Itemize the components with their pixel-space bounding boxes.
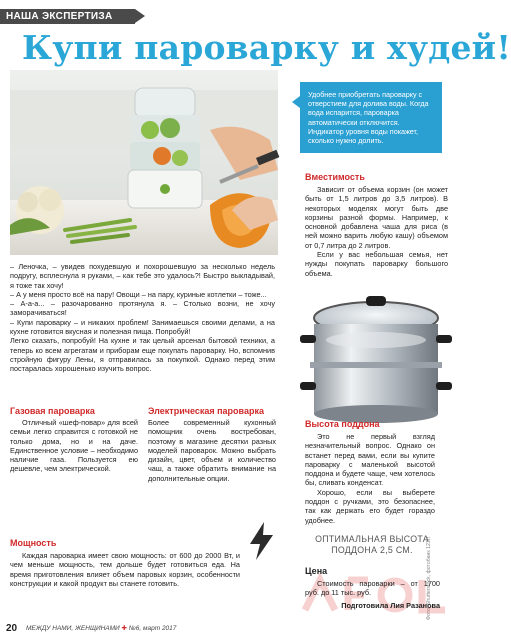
stat-line-1: ОПТИМАЛЬНАЯ ВЫСОТА [315,534,429,544]
gas-title: Газовая пароварка [10,406,95,416]
story-paragraph: Легко сказать, попробуй! На кухне и так целый арсенал бытовой техники, а теперь ко всем агрегатам и приборам еще покупать пароварку. Но, вспомнив стройную фигуру Лены, я отправилась за покупкой. Однако перед этим постаралась хорошенько изучить вопрос. [10,336,275,374]
stat-line-2: ПОДДОНА 2,5 СМ. [331,545,413,555]
story-paragraph: – А-а-а... – разочарованно протянула я. – Столько возни, не хочу заморачиваться! [10,299,275,318]
pot-photo [300,290,452,425]
gas-text: Отличный «шеф-повар» для всей семьи легко справится с готовкой не только дома, но и на даче. Единственное условие – необходимо наличие газа. Пользуется ею дешевле, чем электрической. [10,418,138,474]
footer [26,620,426,637]
lightning-icon [244,520,279,562]
story-paragraph: – Леночка, – увидев похудевшую и похорошевшую за несколько недель подругу, всплеснула я руками, – как тебе это удалось?! Быстро выкладывай, я тоже так хочу! [10,262,275,290]
power-section [10,538,240,588]
stat-highlight [302,534,442,556]
capacity-section [305,172,448,278]
author-credit: Подготовила Лия Разанова [341,600,440,610]
photo-credit-text: Фото: Shutterstock, фотобанк 123rf [426,537,432,620]
capacity-text: Зависит от объема корзин (он может быть от 1,5 литров до 3,5 литров). В некоторых моделях могут быть две корзины разной формы. Например, к основной добавлена чаша для риса (в ней можно варить любую кашу) объемом от 0,7 литра до 2 литров. [305,185,448,250]
story-paragraph: – А у меня просто всё на пару! Овощи – на пару, куриные котлетки – тоже... [10,289,267,299]
story-text [10,262,275,374]
electric-text: Более современный кухонный помощник очень востребован, поэтому в магазине десятки разных моделей пароварок. Можно выбрать дизайн, цвет, объем и количество чаш, а также обратить внимание на дополнительные опции. [148,418,276,483]
price-text: Стоимость пароварки – от 1700 руб. до 11 тыс. руб. [305,579,440,598]
magazine-name: МЕЖДУ НАМИ, ЖЕНЩИНАМИ [26,625,120,632]
power-title: Мощность [10,538,57,548]
height-section [305,419,435,525]
capacity-title: Вместимость [305,172,365,182]
height-text-2: Хорошо, если вы выберете поддон с ручками, это безопаснее, так как держать его будет гораздо удобнее. [305,487,435,525]
capacity-text-2: Если у вас небольшая семья, нет нужды покупать пароварку большого объема. [305,250,448,278]
price-section [305,566,440,610]
electric-title: Электрическая пароварка [148,406,264,416]
gas-section [10,406,138,474]
issue-info: №6, март 2017 [128,625,177,632]
electric-section [148,406,276,483]
page-number: 20 [6,623,18,634]
section-tag: НАША ЭКСПЕРТИЗА [0,9,135,24]
price-title: Цена [305,566,328,576]
footer-separator: ✚ [121,625,129,632]
story-paragraph: – Купи пароварку – и никаких проблем! Занимаешься своими делами, а на кухне готовится вкусная и полезная пища. Попробуй! [10,317,275,337]
height-text: Это не первый взгляд незначительный вопрос. Однако он встанет перед вами, если вы купите пароварку с маленькой высотой поддона и будете чаще, чем хотелось бы, сливать конденсат. [305,432,435,488]
tip-callout: Удобнее приобретать пароварку с отверстием для долива воды. Когда вода испарится, пароварка автоматически отключится. Индикатор уровня воды покажет, сколько нужно долить. [300,82,442,153]
power-text: Каждая пароварка имеет свою мощность: от 600 до 2000 Вт, и чем меньше мощность, тем дольше будет готовиться еда. На время приготовления влияет объем паровых корзин, особенности конструкции и какой продукт вы станете готовить. [10,551,240,588]
steamer-photo [10,70,278,255]
headline: Купи пароварку и худей! [22,28,511,67]
height-title: Высота поддона [305,419,380,429]
